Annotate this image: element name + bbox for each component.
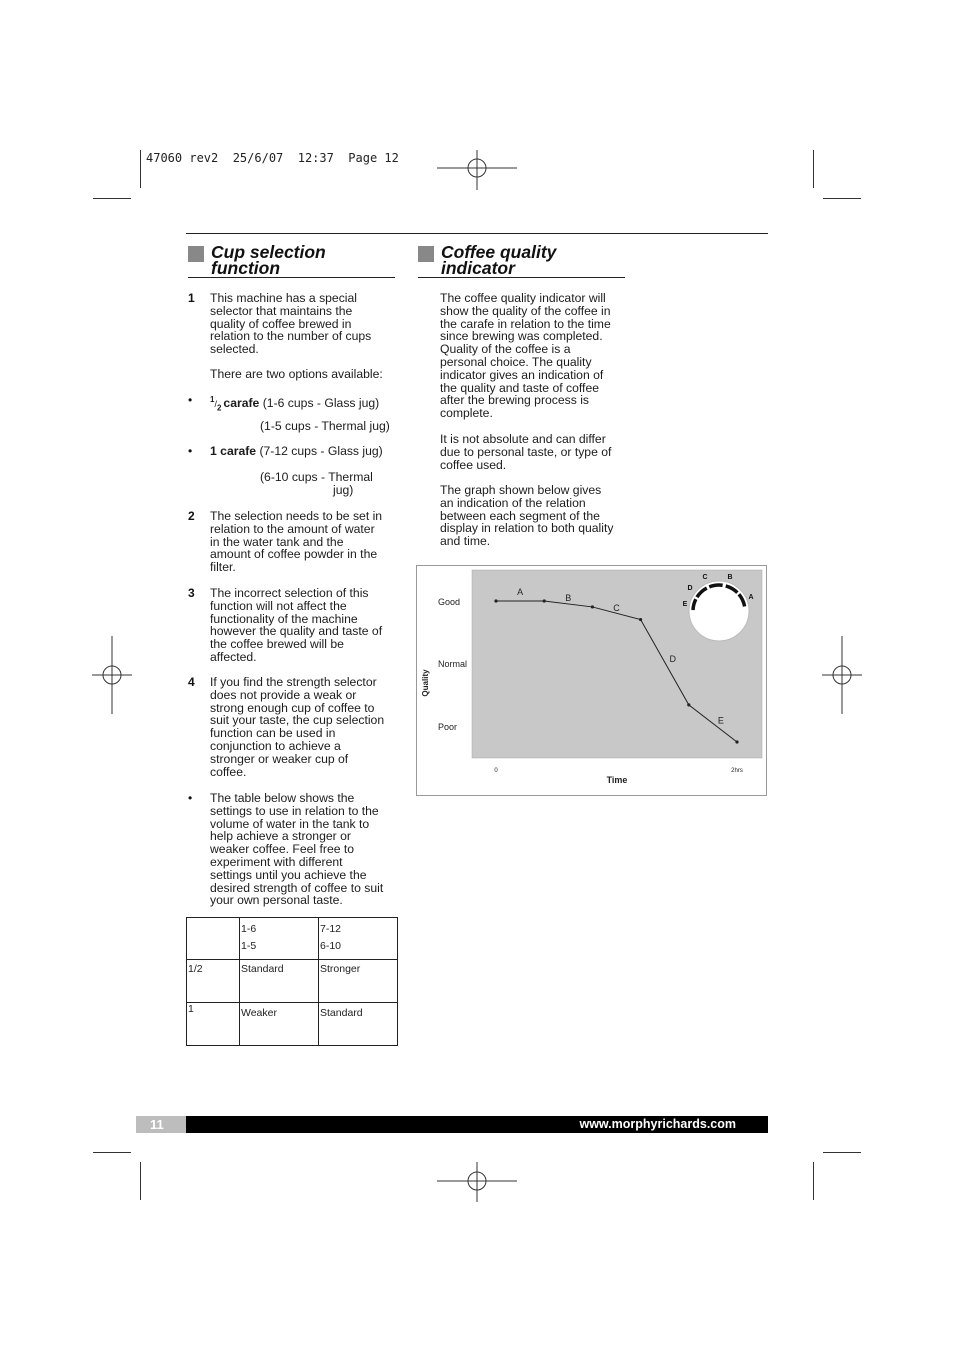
cell-line: 1-6 [241, 923, 257, 935]
option-one-carafe [210, 445, 400, 458]
fraction-denominator: 2 [216, 403, 222, 413]
text-line: help achieve a stronger or [210, 829, 351, 844]
item-number: 2 [188, 509, 195, 523]
text-line: stronger or weaker cup of [210, 751, 349, 766]
text-line: since brewing was completed. [440, 329, 603, 344]
segment-label: A [517, 587, 524, 597]
website-url[interactable]: www.morphyrichards.com [579, 1117, 736, 1131]
text-line: experiment with different [210, 854, 343, 869]
page-number-box [136, 1116, 186, 1133]
option-text: (7-12 cups - Glass jug) [256, 444, 383, 458]
y-tick-poor: Poor [438, 722, 458, 732]
indicator-face [689, 581, 749, 641]
text-line: show the quality of the coffee in [440, 303, 611, 318]
text-line: selected. [210, 342, 259, 357]
text-line: function can be used in [210, 726, 336, 741]
item-number: 1 [188, 291, 195, 305]
text-line: functionality of the machine [210, 611, 358, 626]
text-line: The table below shows the [210, 791, 355, 805]
heading-text [211, 244, 326, 276]
heading-line: indicator [441, 258, 515, 278]
cell-line: 1-5 [241, 940, 257, 952]
option-label: carafe [223, 396, 260, 411]
crop-mark-top-left [140, 150, 141, 188]
crop-mark-bottom-left [93, 1152, 131, 1153]
text-line: after the brewing process is [440, 393, 590, 408]
data-point [687, 703, 690, 706]
cup-selection-heading [188, 244, 395, 278]
text-line: Quality of the coffee is a [440, 342, 571, 357]
text-line: It is not absolute and can differ [440, 432, 606, 446]
bullet: • [188, 393, 193, 407]
text-line: the quality and taste of coffee [440, 380, 600, 395]
crop-mark-bottom-right [823, 1152, 861, 1153]
text-line: between each segment of the [440, 508, 600, 523]
text-line: The coffee quality indicator will [440, 291, 606, 305]
table-cell: 1 [187, 1003, 240, 1046]
dial-segment [709, 585, 722, 587]
dial-label: C [702, 574, 708, 581]
dial-label: B [727, 574, 733, 581]
text-line: your own personal taste. [210, 893, 343, 908]
text-line: relation to the amount of water [210, 521, 375, 536]
y-axis-label: Quality [421, 669, 430, 697]
text-line: indicator gives an indication of [440, 367, 604, 382]
cell-line: 6-10 [320, 940, 342, 952]
x-axis-label: Time [606, 775, 628, 785]
text-line: settings to use in relation to the [210, 803, 379, 818]
heading-line: Coffee quality [441, 242, 557, 262]
text-line: affected. [210, 649, 257, 664]
text-line: filter. [210, 560, 236, 575]
heading-square-icon [188, 246, 204, 262]
text-line: desired strength of coffee to suit [210, 880, 384, 895]
heading-line: function [211, 258, 281, 278]
text-line: display in relation to both quality [440, 521, 614, 536]
cup-settings-table [186, 917, 398, 1046]
item-number: 3 [188, 586, 195, 600]
text-line: strong enough cup of coffee to [210, 700, 375, 715]
data-point [494, 599, 497, 602]
crop-mark-top-right [813, 150, 814, 188]
text-line: coffee. [210, 764, 247, 779]
text-line: an indication of the relation [440, 495, 586, 510]
coffee-quality-heading [418, 244, 625, 278]
options-intro: There are two options available: [210, 367, 383, 381]
option-half-alt: (1-5 cups - Thermal jug) [260, 419, 390, 433]
text-line: the carafe in relation to the time [440, 316, 611, 331]
item-5-text [210, 792, 400, 907]
text-line: volume of water in the tank to [210, 816, 370, 831]
dial-label: D [687, 585, 693, 592]
text-line: and time. [440, 534, 491, 549]
text-line: (6-10 cups - Thermal [260, 470, 373, 484]
text-line: however the quality and taste of [210, 624, 383, 639]
table-cell: Standard [319, 1003, 398, 1046]
registration-mark-left [92, 636, 132, 714]
crop-mark-top-right [823, 198, 861, 199]
table-cell: Standard [240, 960, 319, 1003]
item-2-text [210, 510, 400, 574]
text-line: weaker coffee. Feel free to [210, 842, 355, 857]
text-line: amount of coffee powder in the [210, 547, 378, 562]
item-number: 4 [188, 675, 195, 689]
option-half-carafe [210, 394, 400, 415]
quality-para-3 [440, 484, 640, 548]
item-3-text [210, 587, 400, 664]
table-cell [240, 918, 319, 960]
item-1-text [210, 292, 400, 356]
text-line: The selection needs to be set in [210, 509, 383, 523]
segment-label: B [565, 592, 572, 603]
segment-label: E [717, 715, 724, 726]
top-rule [186, 233, 768, 234]
quality-chart [416, 565, 766, 796]
option-one-alt [260, 471, 390, 497]
page-number: 11 [150, 1117, 164, 1132]
table-row [187, 1003, 398, 1046]
registration-mark-top [437, 150, 517, 190]
text-line: complete. [440, 406, 493, 421]
text-line: This machine has a special [210, 291, 357, 305]
data-point [639, 618, 642, 621]
y-tick-good: Good [438, 597, 461, 607]
text-line: personal choice. The quality [440, 354, 592, 369]
crop-mark-bottom-left [140, 1162, 141, 1200]
text-line: settings until you achieve the [210, 867, 367, 882]
fraction-numerator: 1 [210, 395, 215, 404]
crop-mark-bottom-right [813, 1162, 814, 1200]
x-tick-end: 2hrs [731, 768, 743, 774]
crop-mark-top-left [93, 198, 131, 199]
data-point [591, 605, 594, 608]
bullet: • [188, 444, 193, 458]
text-line: due to personal taste, or type of [440, 444, 612, 459]
text-line: quality of coffee brewed in [210, 316, 352, 331]
text-line: jug) [333, 482, 354, 497]
table-cell [187, 918, 240, 960]
table-row [187, 918, 398, 960]
cell-line: 7-12 [320, 923, 342, 935]
bullet: • [188, 791, 193, 805]
data-point [543, 599, 546, 602]
text-line: in the water tank and the [210, 534, 344, 549]
registration-mark-right [822, 636, 862, 714]
text-line: The incorrect selection of this [210, 586, 369, 600]
print-header: 47060 rev2 25/6/07 12:37 Page 12 [146, 151, 399, 165]
quality-para-2 [440, 433, 640, 471]
segment-label: D [669, 654, 676, 665]
text-line: If you find the strength selector [210, 675, 377, 689]
text-line: coffee used. [440, 457, 507, 472]
dial-label: A [748, 594, 754, 601]
table-cell: Stronger [319, 960, 398, 1003]
text-line: function will not affect the [210, 598, 347, 613]
item-4-text [210, 676, 400, 778]
y-tick-normal: Normal [438, 659, 468, 669]
text-line: The graph shown below gives [440, 483, 602, 497]
registration-mark-bottom [437, 1162, 517, 1202]
dial-label: E [682, 601, 688, 608]
text-line: selector that maintains the [210, 303, 353, 318]
heading-line: Cup selection [211, 242, 326, 262]
text-line: the coffee brewed will be [210, 637, 344, 652]
table-cell: Weaker [240, 1003, 319, 1046]
heading-text [441, 244, 556, 276]
quality-para-1 [440, 292, 640, 420]
text-line: conjunction to achieve a [210, 738, 341, 753]
data-point [735, 740, 738, 743]
option-text: (1-6 cups - Glass jug) [259, 396, 380, 411]
heading-square-icon [418, 246, 434, 262]
table-row [187, 960, 398, 1003]
text-line: suit your taste, the cup selection [210, 713, 385, 728]
fraction-slash: / [214, 399, 217, 410]
x-tick-start: 0 [494, 768, 498, 774]
table-cell: 1/2 [187, 960, 240, 1003]
text-line: relation to the number of cups [210, 329, 372, 344]
text-line: does not provide a weak or [210, 687, 357, 702]
segment-label: C [613, 603, 620, 614]
option-label: 1 carafe [210, 444, 257, 458]
table-cell [319, 918, 398, 960]
